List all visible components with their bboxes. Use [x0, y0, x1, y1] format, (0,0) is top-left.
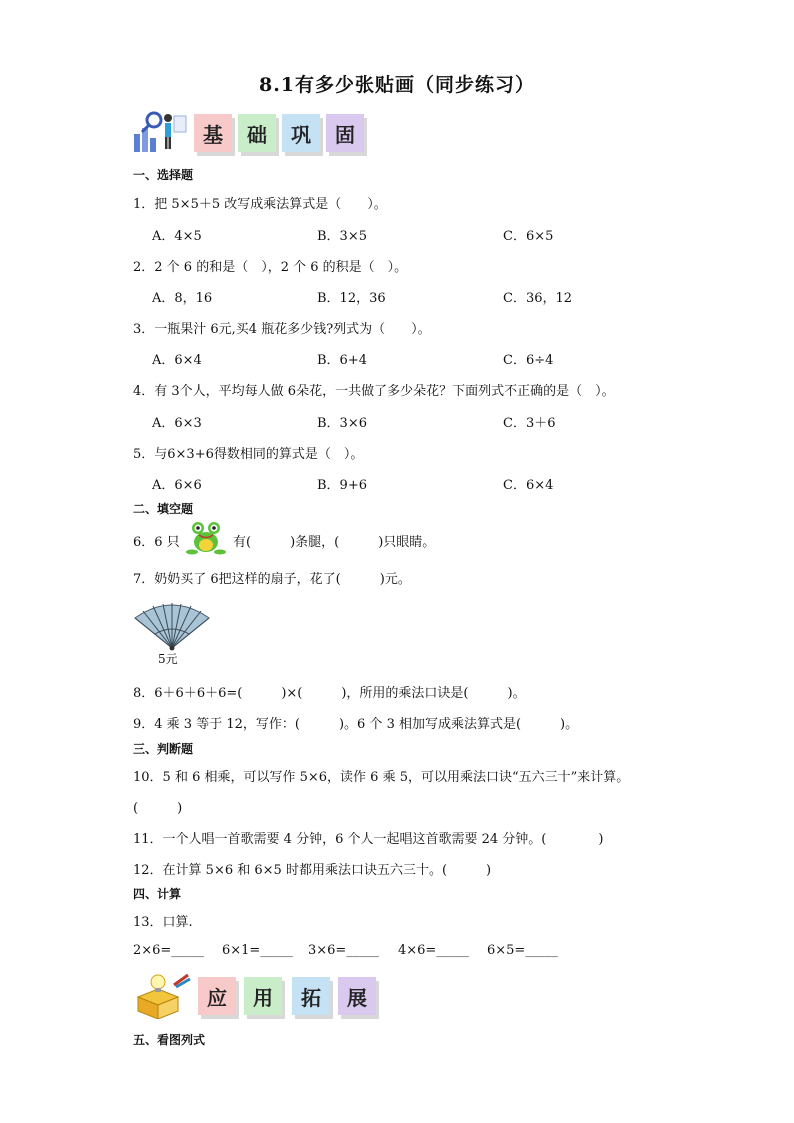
banner-char-7: 拓 [292, 977, 330, 1015]
question-8: 8．6＋6＋6＋6=( )×( )，所用的乘法口诀是( )。 [133, 686, 526, 701]
frog-icon [186, 520, 226, 556]
statistics-person-icon [132, 110, 188, 156]
q4-option-c: C．3＋6 [503, 416, 556, 431]
question-1: 1．把 5×5＋5 改写成乘法算式是（ ）。 [133, 197, 387, 212]
question-6-prefix: 6．6 只 [133, 535, 180, 550]
q4-option-b: B．3×6 [317, 416, 367, 431]
banner-char-5: 应 [198, 977, 236, 1015]
banner-char-3: 巩 [282, 114, 320, 152]
page-title: 8.1有多少张贴画（同步练习） [258, 74, 536, 96]
question-11: 11．一个人唱一首歌需要 4 分钟，6 个人一起唱这首歌需要 24 分钟。( ) [133, 832, 604, 847]
q2-option-c: C．36，12 [503, 291, 573, 306]
section-judge: 三、判断题 [133, 742, 194, 756]
q3-option-b: B．6+4 [317, 353, 367, 368]
question-3: 3．一瓶果汁 6元,买4 瓶花多少钱?列式为（ ）。 [133, 322, 431, 337]
fan-icon [133, 600, 211, 652]
q5-option-b: B．9+6 [317, 478, 367, 493]
calc-item-2: 6×1=_____ [222, 943, 293, 958]
question-12: 12．在计算 5×6 和 6×5 时都用乘法口诀五六三十。( ) [133, 863, 492, 878]
banner-extension [132, 973, 392, 1021]
q2-option-b: B．12，36 [317, 291, 386, 306]
calc-item-4: 4×6=_____ [398, 943, 469, 958]
question-5: 5．与6×3+6得数相同的算式是（ ）。 [133, 447, 364, 462]
q3-option-a: A．6×4 [152, 353, 202, 368]
calc-item-1: 2×6=_____ [133, 943, 204, 958]
question-4: 4．有 3个人，平均每人做 6朵花，一共做了多少朵花？下面列式不正确的是（ ）。 [133, 384, 615, 399]
q2-option-a: A．8，16 [152, 291, 213, 306]
question-7: 7．奶奶买了 6把这样的扇子，花了( )元。 [133, 572, 411, 587]
fan-price: 5元 [158, 652, 178, 666]
banner-char-8: 展 [338, 977, 376, 1015]
calc-item-3: 3×6=_____ [308, 943, 379, 958]
question-10: 10．5 和 6 相乘，可以写作 5×6，读作 6 乘 5，可以用乘法口诀“五六三十”来计算。 [133, 770, 630, 785]
section-choice: 一、选择题 [133, 168, 194, 182]
question-10-blank: ( ) [133, 801, 183, 816]
q3-option-c: C．6÷4 [503, 353, 554, 368]
q1-option-b: B．3×5 [317, 229, 367, 244]
question-2: 2．2 个 6 的和是（ ），2 个 6 的积是（ ）。 [133, 260, 408, 275]
q1-option-c: C．6×5 [503, 229, 554, 244]
calc-item-5: 6×5=_____ [487, 943, 558, 958]
banner-char-4: 固 [326, 114, 364, 152]
q1-option-a: A．4×5 [152, 229, 202, 244]
banner-basic [132, 110, 372, 156]
question-6-suffix: 有( )条腿，( )只眼睛。 [233, 535, 436, 550]
question-9: 9．4 乘 3 等于 12，写作：( )。6 个 3 相加写成乘法算式是( )。 [133, 717, 579, 732]
q5-option-a: A．6×6 [152, 478, 202, 493]
section-picture: 五、看图列式 [133, 1033, 206, 1047]
banner-char-1: 基 [194, 114, 232, 152]
question-13: 13．口算. [133, 915, 193, 930]
banner-char-2: 础 [238, 114, 276, 152]
section-fill: 二、填空题 [133, 502, 194, 516]
q4-option-a: A．6×3 [152, 416, 202, 431]
banner-char-6: 用 [244, 977, 282, 1015]
lightbulb-box-icon [132, 973, 192, 1019]
q5-option-c: C．6×4 [503, 478, 554, 493]
section-calc: 四、计算 [133, 887, 182, 901]
